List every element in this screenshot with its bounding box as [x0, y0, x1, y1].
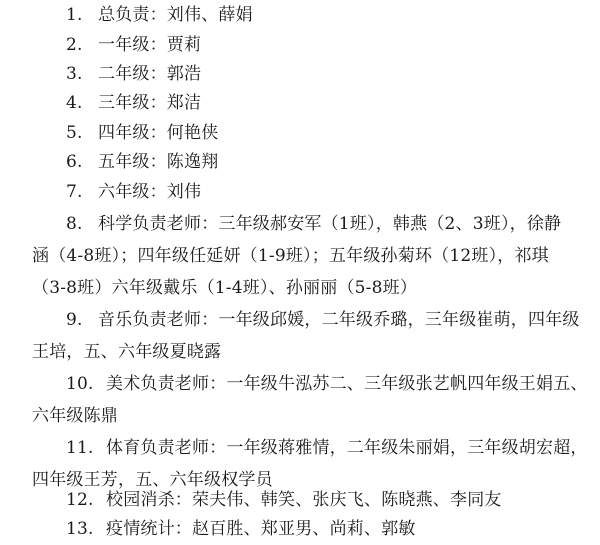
list-item — [0, 514, 600, 544]
list-item — [0, 177, 600, 207]
item-number: 11. — [66, 438, 94, 458]
item-number: 4. — [66, 93, 83, 113]
item-text: 一年级：贾莉 — [98, 35, 202, 55]
item-number: 6. — [66, 152, 83, 172]
item-text: 美术负责老师：一年级牛泓苏二、三年级张艺帆四年级王娟五、 — [106, 374, 588, 394]
item-text: 总负责：刘伟、薛娟 — [98, 5, 253, 25]
item-number: 1. — [66, 5, 83, 25]
list-item — [0, 118, 600, 148]
item-text: （3-8班）六年级戴乐（1-4班）、孙丽丽（5-8班） — [32, 278, 418, 298]
list-item — [0, 209, 600, 239]
item-text: 科学负责老师：三年级郝安军（1班），韩燕（2、3班），徐静 — [98, 214, 562, 234]
item-number: 12. — [66, 490, 94, 510]
item-number: 5. — [66, 123, 83, 143]
item-text: 四年级王芳，五、六年级权学员 — [32, 470, 273, 490]
item-text: 六年级：刘伟 — [98, 182, 202, 202]
item-text: 涵（4-8班）；四年级任延妍（1-9班）；五年级孙菊环（12班），祁琪 — [32, 246, 549, 266]
list-item — [0, 30, 600, 60]
item-text: 音乐负责老师：一年级邱媛，二年级乔璐，三年级崔萌，四年级 — [98, 310, 580, 330]
list-item — [0, 147, 600, 177]
item-text: 体育负责老师：一年级蒋雅情，二年级朱丽娟，三年级胡宏超， — [106, 438, 588, 458]
item-text: 疫情统计：赵百胜、郑亚男、尚莉、郭敏 — [106, 519, 416, 539]
item-text: 二年级：郭浩 — [98, 64, 202, 84]
list-item-continuation — [0, 337, 600, 367]
item-number: 10. — [66, 374, 94, 394]
list-item — [0, 88, 600, 118]
item-number: 9. — [66, 310, 83, 330]
item-number: 13. — [66, 519, 94, 539]
item-number: 7. — [66, 182, 83, 202]
item-text: 五年级：陈逸翔 — [98, 152, 219, 172]
list-item — [0, 305, 600, 335]
list-item — [0, 0, 600, 30]
item-text: 六年级陈鼎 — [32, 406, 118, 426]
item-text: 三年级：郑洁 — [98, 93, 202, 113]
item-number: 8. — [66, 214, 83, 234]
list-item — [0, 369, 600, 399]
item-number: 2. — [66, 35, 83, 55]
item-text: 王培，五、六年级夏晓露 — [32, 342, 222, 362]
item-text: 四年级：何艳侠 — [98, 123, 219, 143]
item-number: 3. — [66, 64, 83, 84]
list-item — [0, 433, 600, 463]
item-text: 校园消杀：荣夫伟、韩笑、张庆飞、陈晓燕、李同友 — [106, 490, 502, 510]
list-item-continuation — [0, 241, 600, 271]
list-item-continuation — [0, 401, 600, 431]
list-item-continuation — [0, 273, 600, 303]
list-item — [0, 485, 600, 515]
list-item — [0, 59, 600, 89]
